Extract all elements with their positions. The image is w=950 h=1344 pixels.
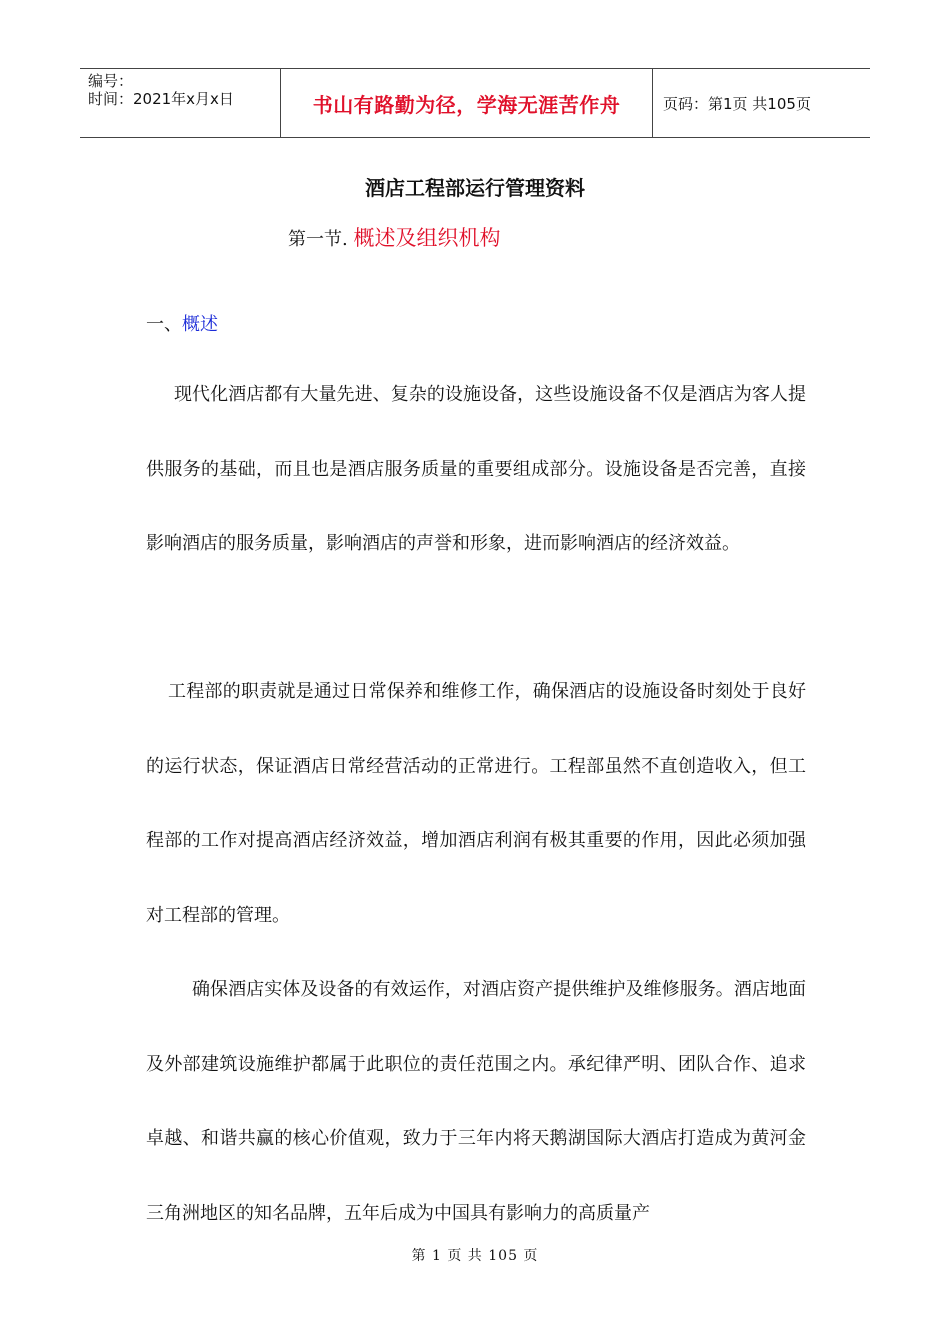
header-page-cell [653, 69, 870, 137]
document-title: 酒店工程部运行管理资料 [365, 176, 585, 200]
heading-overview [146, 310, 218, 336]
paragraph-2: 工程部的职责就是通过日常保养和维修工作，确保酒店的设施设备时刻处于良好的运行状态，保证酒店日常经营活动的正常进行。工程部虽然不直创造收入，但工程部的工作对提高酒店经济效益，增加酒店利润有极其重要的作用，因此必须加强对工程部的管理。 [146, 681, 806, 926]
section-prefix: 第一节. [288, 229, 348, 250]
section-heading [288, 222, 500, 252]
header-motto-cell [280, 69, 653, 137]
header-info-cell [80, 69, 280, 137]
paragraph-1: 现代化酒店都有大量先进、复杂的设施设备，这些设施设备不仅是酒店为客人提供服务的基础，而且也是酒店服务质量的重要组成部分。设施设备是否完善，直接影响酒店的服务质量，影响酒店的声誉和形象，进而影响酒店的经济效益。 [146, 384, 806, 554]
motto-text: 书山有路勤为径，学海无涯苦作舟 [312, 92, 621, 117]
heading-prefix: 一、 [146, 314, 182, 335]
page-footer: 第 1 页 共 105 页 [411, 1248, 539, 1264]
heading-title: 概述 [182, 314, 218, 335]
section-title: 概述及组织机构 [353, 226, 501, 250]
time-label: 时间：2021年x月x日 [88, 90, 234, 108]
header-table [80, 68, 870, 138]
page-label: 页码：第1页 共105页 [663, 94, 811, 113]
paragraph-3: 确保酒店实体及设备的有效运作，对酒店资产提供维护及维修服务。酒店地面及外部建筑设施维护都属于此职位的责任范围之内。承纪律严明、团队合作、追求卓越、和谐共赢的核心价值观，致力于三年内将天鹅湖国际大酒店打造成为黄河金三角洲地区的知名品牌，五年后成为中国具有影响力的高质量产 [146, 979, 806, 1224]
number-label: 编号： [88, 72, 134, 90]
